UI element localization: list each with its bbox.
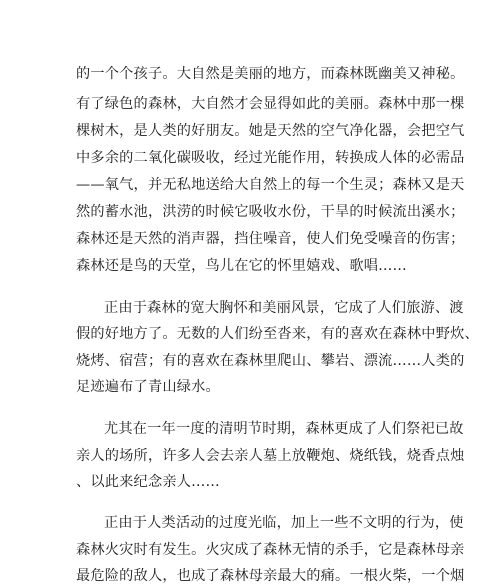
text-line: 有了绿色的森林，大自然才会显得如此的美丽。森林中那一棵	[76, 96, 465, 112]
text-line: 亲人的场所，许多人会去亲人墓上放鞭炮、烧纸钱，烧香点烛	[76, 448, 465, 464]
text-line: 的一个个孩子。大自然是美丽的地方，而森林既幽美又神秘。	[76, 66, 465, 82]
text-line: 森林火灾时有发生。火灾成了森林无情的杀手，它是森林母亲	[76, 542, 465, 558]
text-line: 正由于人类活动的过度光临，加上一些不文明的行为，使	[104, 515, 464, 531]
text-line: ——氧气，并无私地送给大自然上的每一个生灵；森林又是天	[76, 177, 465, 193]
text-line: 然的蓄水池，洪涝的时候它吸收水份，干旱的时候流出溪水；	[76, 204, 465, 220]
text-line: 足迹遍布了青山绿水。	[76, 379, 220, 395]
text-line: 正由于森林的宽大胸怀和美丽风景，它成了人们旅游、渡	[104, 300, 464, 316]
text-line: 假的好地方了。无数的人们纷至沓来，有的喜欢在森林中野炊、	[76, 326, 479, 342]
text-line: 烧烤、宿营；有的喜欢在森林里爬山、攀岩、漂流……人类的	[76, 353, 465, 369]
text-line: 棵树木，是人类的好朋友。她是天然的空气净化器，会把空气	[76, 123, 465, 139]
text-line: 尤其在一年一度的清明节时期，森林更成了人们祭祀已故	[104, 421, 464, 437]
text-line: 森林还是鸟的天堂，鸟儿在它的怀里嬉戏、歌唱……	[76, 258, 407, 274]
text-line: 森林还是天然的消声器，挡住噪音，使人们免受噪音的伤害；	[76, 231, 465, 247]
text-line: 中多余的二氧化碳吸收，经过光能作用，转换成人体的必需品	[76, 150, 465, 166]
text-line: 、以此来纪念亲人……	[76, 474, 220, 490]
text-line: 最危险的敌人，也成了森林母亲最大的痛。一根火柴，一个烟	[76, 568, 465, 584]
